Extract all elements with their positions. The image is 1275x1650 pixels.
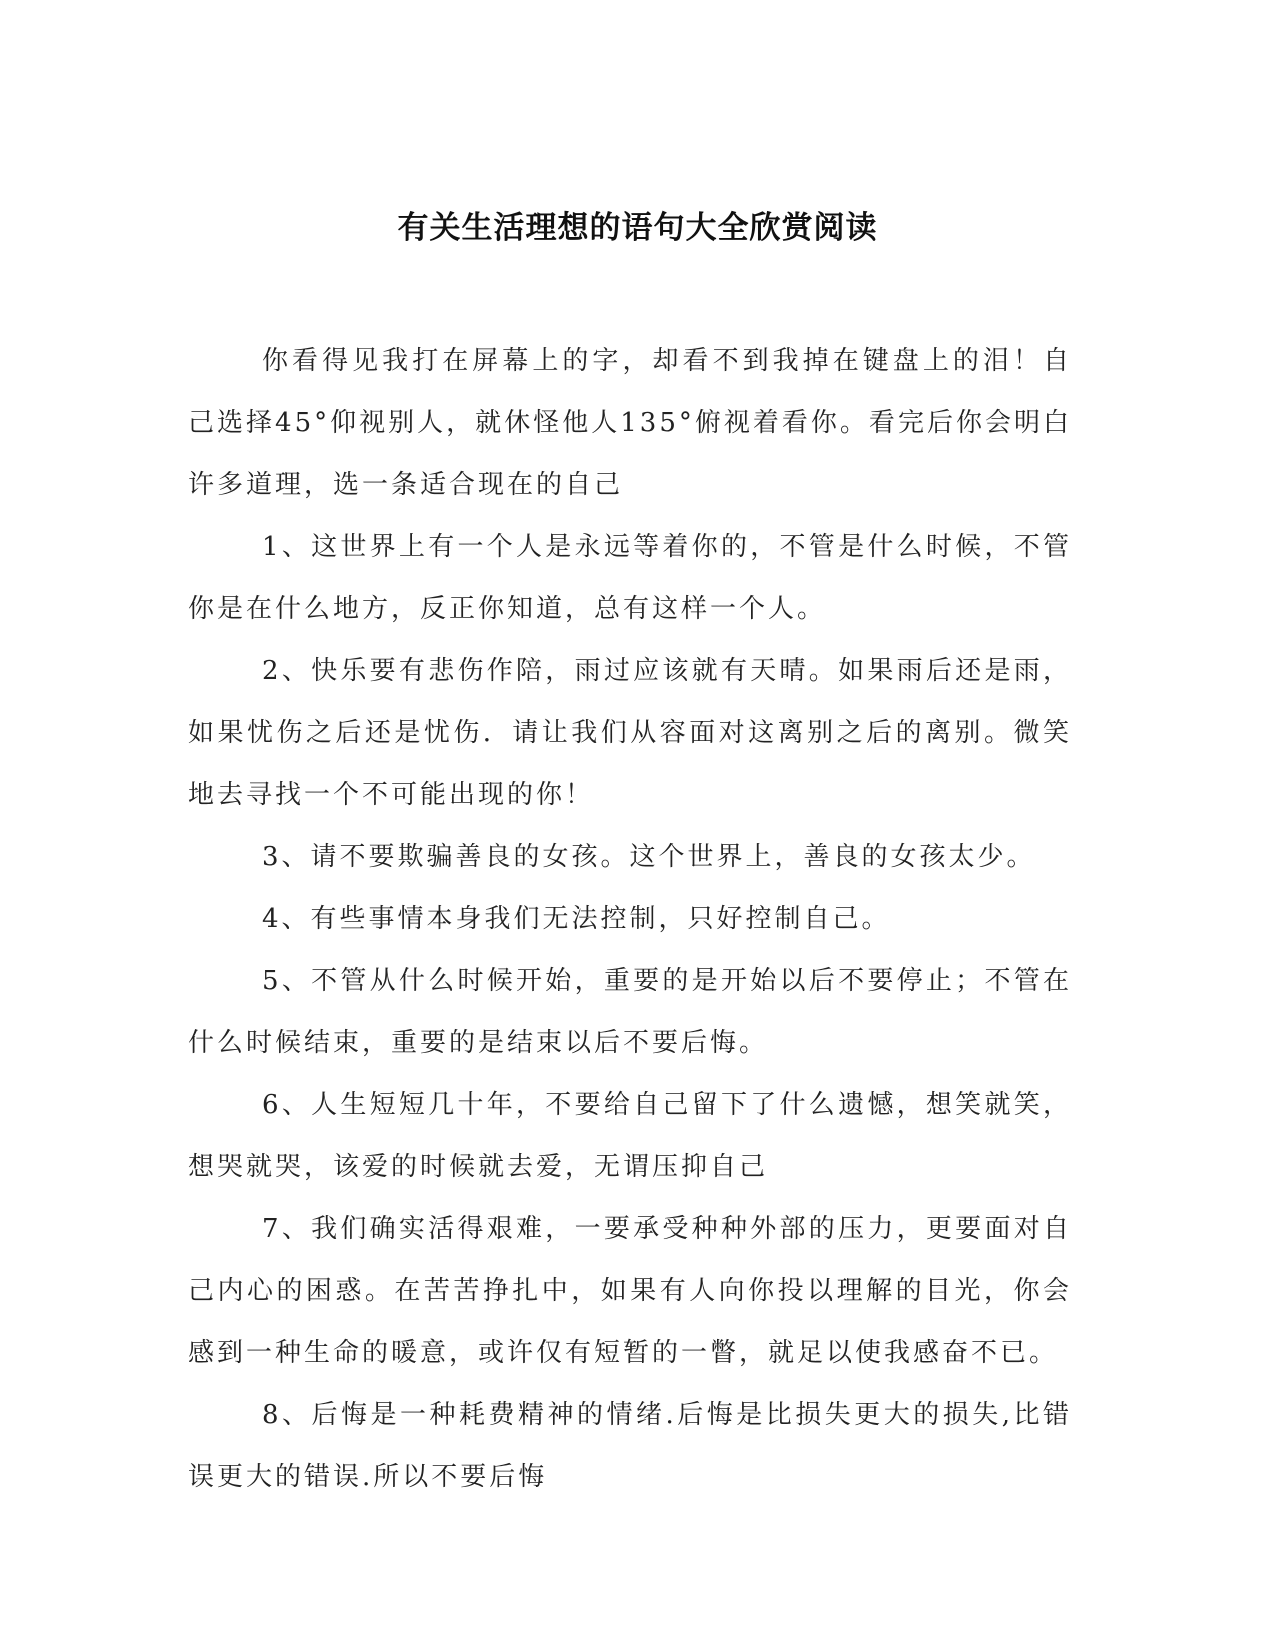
quote-paragraph-5: 5、不管从什么时候开始，重要的是开始以后不要停止；不管在什么时候结束，重要的是结束以后不要后悔。 xyxy=(188,966,1072,1058)
quote-paragraph-7: 7、我们确实活得艰难，一要承受种种外部的压力，更要面对自己内心的困惑。在苦苦挣扎中，如果有人向你投以理解的目光，你会感到一种生命的暖意，或许仅有短暂的一瞥，就足以使我感奋不已。 xyxy=(188,1214,1072,1368)
quote-paragraph-4: 4、有些事情本身我们无法控制，只好控制自己。 xyxy=(262,904,891,934)
document-body xyxy=(188,330,1072,1508)
quote-paragraph-2: 2、快乐要有悲伤作陪，雨过应该就有天晴。如果雨后还是雨，如果忧伤之后还是忧伤．请让我们从容面对这离别之后的离别。微笑地去寻找一个不可能出现的你！ xyxy=(188,656,1072,810)
quote-paragraph-1: 1、这世界上有一个人是永远等着你的，不管是什么时候，不管你是在什么地方，反正你知道，总有这样一个人。 xyxy=(188,532,1072,624)
quote-paragraph-3: 3、请不要欺骗善良的女孩。这个世界上，善良的女孩太少。 xyxy=(262,842,1036,872)
document-title: 有关生活理想的语句大全欣赏阅读 xyxy=(397,210,878,246)
quote-paragraph-6: 6、人生短短几十年，不要给自己留下了什么遗憾，想笑就笑，想哭就哭，该爱的时候就去爱，无谓压抑自己 xyxy=(188,1090,1072,1182)
quote-paragraph-8: 8、后悔是一种耗费精神的情绪.后悔是比损失更大的损失,比错误更大的错误.所以不要后悔 xyxy=(188,1400,1072,1492)
intro-paragraph: 你看得见我打在屏幕上的字，却看不到我掉在键盘上的泪！自己选择45°仰视别人，就休怪他人135°俯视着看你。看完后你会明白许多道理，选一条适合现在的自己 xyxy=(188,346,1072,500)
